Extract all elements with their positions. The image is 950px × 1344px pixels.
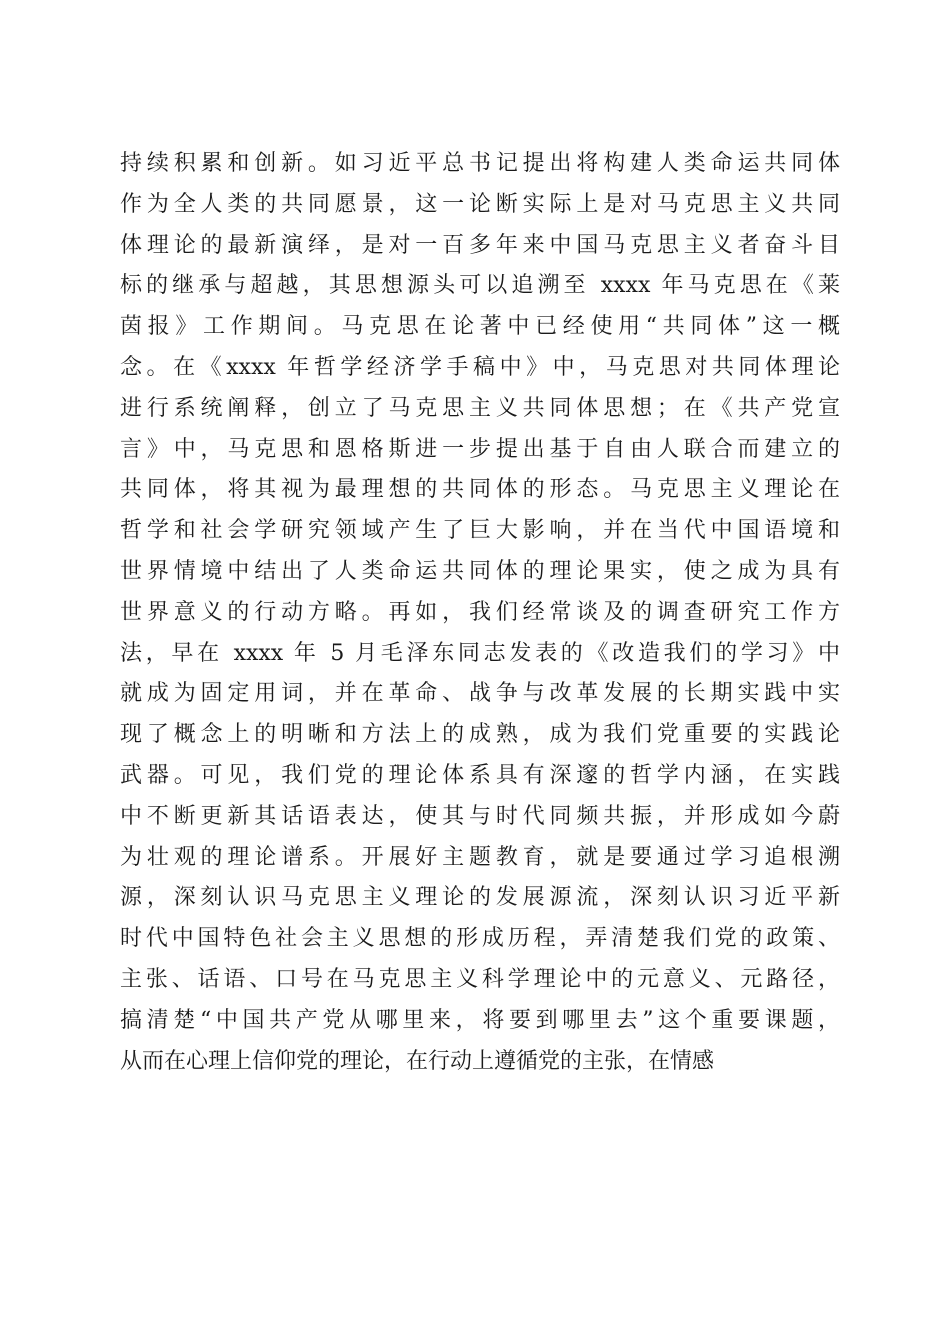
text-line-18: 为壮观的理论谱系。开展好主题教育，就是要通过学习追根溯 bbox=[120, 844, 840, 870]
text-line-10: 哲学和社会学研究领域产生了巨大影响，并在当代中国语境和 bbox=[120, 518, 840, 544]
body-paragraph bbox=[120, 144, 840, 1082]
text-line-22: 搞清楚“中国共产党从哪里来，将要到哪里去”这个重要课题， bbox=[120, 1007, 840, 1033]
text-line-9: 共同体，将其视为最理想的共同体的形态。马克思主义理论在 bbox=[120, 477, 840, 503]
text-line-7: 进行系统阐释，创立了马克思主义共同体思想；在《共产党宣 bbox=[120, 395, 840, 421]
text-line-21: 主张、话语、口号在马克思主义科学理论中的元意义、元路径， bbox=[120, 966, 840, 992]
text-line-8: 言》中，马克思和恩格斯进一步提出基于自由人联合而建立的 bbox=[120, 436, 840, 462]
text-line-23: 从而在心理上信仰党的理论，在行动上遵循党的主张，在情感 bbox=[120, 1048, 715, 1074]
text-line-12: 世界意义的行动方略。再如，我们经常谈及的调查研究工作方 bbox=[120, 599, 840, 625]
text-line-3: 体理论的最新演绎，是对一百多年来中国马克思主义者奋斗目 bbox=[120, 232, 840, 258]
text-line-15: 现了概念上的明晰和方法上的成熟，成为我们党重要的实践论 bbox=[120, 722, 840, 748]
text-line-1: 持续积累和创新。如习近平总书记提出将构建人类命运共同体 bbox=[120, 151, 840, 176]
text-line-5: 茵报》工作期间。马克思在论著中已经使用“共同体”这一概 bbox=[120, 314, 840, 340]
text-line-17: 中不断更新其话语表达，使其与时代同频共振，并形成如今蔚 bbox=[120, 803, 840, 829]
text-line-14: 就成为固定用词，并在革命、战争与改革发展的长期实践中实 bbox=[120, 681, 840, 707]
text-line-13: 法，早在 xxxx 年 5 月毛泽东同志发表的《改造我们的学习》中 bbox=[120, 640, 840, 666]
text-line-4: 标的继承与超越，其思想源头可以追溯至 xxxx 年马克思在《莱 bbox=[120, 273, 840, 299]
text-line-19: 源，深刻认识马克思主义理论的发展源流，深刻认识习近平新 bbox=[120, 885, 840, 911]
text-line-20: 时代中国特色社会主义思想的形成历程，弄清楚我们党的政策、 bbox=[120, 926, 840, 952]
text-line-16: 武器。可见，我们党的理论体系具有深邃的哲学内涵，在实践 bbox=[120, 762, 840, 788]
text-line-6: 念。在《xxxx 年哲学经济学手稿中》中，马克思对共同体理论 bbox=[120, 354, 840, 380]
text-line-2: 作为全人类的共同愿景，这一论断实际上是对马克思主义共同 bbox=[120, 191, 840, 217]
text-line-11: 世界情境中结出了人类命运共同体的理论果实，使之成为具有 bbox=[120, 558, 840, 584]
